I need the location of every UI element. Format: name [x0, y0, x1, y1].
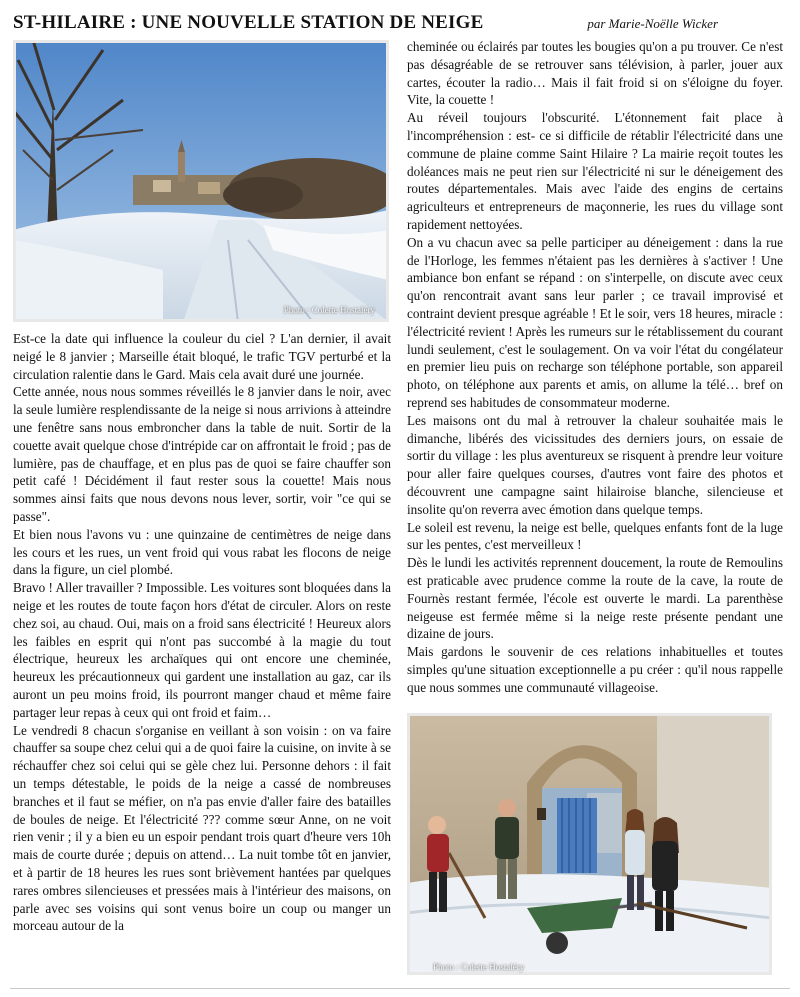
article-title: ST-HILAIRE : UNE NOUVELLE STATION DE NEIGE: [13, 12, 484, 33]
snow-shovelling-illustration: [407, 713, 772, 975]
paragraph: Mais gardons le souvenir de ces relations inhabituelles et toutes simples qu'une situation exceptionnelle a pu créer : qu'il nous rappelle que nous sommes une communauté villageoise.: [407, 644, 783, 695]
snow-shovelling-photo: [407, 713, 772, 975]
paragraph: Et bien nous l'avons vu : une quinzaine de centimètres de neige dans les cours et les rues, un vent froid qui vous rabat les flocons de neige dans la figure, un ciel plombé.: [13, 526, 391, 578]
paragraph: On a vu chacun avec sa pelle participer au déneigement : dans la rue de l'Horloge, les femmes n'étaient pas les dernières à s'activer ! Une ambiance bon enfant se répand : on s'interpelle, on discute avec ceux qu'on rencontrait avant sans leur parler ; ce travail improvisé et contraint devient presque agréable ! Et le soir, vers 18 heures, miracle : l'électricité revient ! Après les rumeurs sur le rétablissement du courant lundi seulement, c'est le soulagement. On va voir l'état du congélateur en premier lieu puis on recharge son téléphone portable, son appareil photo, on téléphone aux parents et amis, on allume la télé… bref on reprend ses habitudes de consommateur moderne.: [407, 234, 783, 410]
paragraph: Cette année, nous nous sommes réveillés le 8 janvier dans le noir, avec la seule lumière resplendissante de la neige si nous arrivions à atteindre une fenêtre sans nous embroncher dans la table de nuit. Sortir de la couette avait quelque chose d'intrépide car on affrontait le froid ; pas de lumière, pas de chauffage, et en plus pas de quoi se faire chauffer son petit café ! Décidément il faut rester sous la couette! Mais nous sommes ainsi faits que nous devons nous lever, sortir, voir "ce qui se passe".: [13, 384, 391, 524]
paragraph: Bravo ! Aller travailler ? Impossible. Les voitures sont bloquées dans la neige et les routes de toute façon hors d'état de circuler. Alors on reste chez soi, au chaud. Oui, mais on a froid sans électricité ! Heureux alors les faibles en esprit qui n'ont pas succombé à la magie du tout électrique, heureux les archaïques qui ont encore une cheminée, heureux les précautionneux qui gardent une installation au gaz, car ils auront un peu moins froid, ils pourront manger chaud et même faire partager leur repas à ceux qui ont froid et faim…: [13, 580, 391, 720]
text-column-right: [407, 38, 783, 696]
paragraph: Le vendredi 8 chacun s'organise en veillant à son voisin : on va faire chauffer sa soupe chez celui qui a de quoi faire la cuisine, on invite à se réchauffer chez soi celui qui se gèle chez lui. Personne dehors : il fait un temps détestable, le poids de la neige a cassé de nombreuses branches et il faut se méfier, on n'a pas envie d'aller faire des batailles de boules de neige. Et l'électricité ??? comme sœur Anne, on ne voit rien venir ; il y a bien eu un espoir pendant trois quart d'heure vers 10h mais de courte durée ; depuis on attend… La nuit tombe tôt en janvier, et à partir de 18 heures les rues sont brièvement hantées par quelques rares ombres silencieuses et pressées mais à l'intérieur des maisons, on parle avec ses voisins qui sont venus boire un coup ou manger un morceau autour de la: [13, 722, 391, 934]
top-photo-credit: Photo : Colette Hostaléry: [283, 305, 375, 315]
article-header: [13, 12, 788, 38]
paragraph: cheminée ou éclairés par toutes les bougies qu'on a pu trouver. Ce n'est pas désagréable de se retrouver sans télévision, à parler, jouer aux cartes, écouter la radio… Mais il fait froid si on s'éloigne du foyer. Vite, la couette !: [407, 39, 783, 108]
paragraph: Le soleil est revenu, la neige est belle, quelques enfants font de la luge sur les pentes, c'est merveilleux !: [407, 519, 783, 553]
article-byline: par Marie-Noëlle Wicker: [587, 16, 718, 31]
text-column-left: [13, 330, 391, 935]
bottom-divider: [10, 988, 790, 989]
snowy-road-illustration: [13, 40, 389, 322]
paragraph: Est-ce la date qui influence la couleur du ciel ? L'an dernier, il avait neigé le 8 janvier ; Marseille était bloqué, le trafic TGV perturbé et la circulation ralentie dans le Gard. Mais cela avait duré une journée.: [13, 331, 391, 382]
paragraph: Les maisons ont du mal à retrouver la chaleur souhaitée mais le dimanche, libérés des vicissitudes des derniers jours, on essaie de sortir du village : les plus aventureux se risquent à prendre leur voiture pour aller faire quelques courses, d'autres vont faire des photos et découvrent une campagne saint hilairoise blanche, silencieuse et insolite qu'on reverra avec émotion dans quelque temps.: [407, 412, 783, 517]
paragraph: Au réveil toujours l'obscurité. L'étonnement fait place à l'incompréhension : est- ce si difficile de rétablir l'électricité dans une commune de plaine comme Saint Hilaire ? La mairie reçoit toutes les doléances mais ne peut rien sur l'électricité ni sur le déneigement des routes départementales. Mais avec l'aide des engins de certains agriculteurs et entrepreneurs de maçonnerie, les rues du village sont rapidement nettoyées.: [407, 110, 783, 232]
snowy-road-photo: [13, 40, 389, 322]
paragraph: Dès le lundi les activités reprennent doucement, la route de Remoulins est praticable avec prudence comme la route de la cave, la route de Fournès restant fermée, l'école est ouverte le mardi. La parenthèse neigeuse est fermée même si la neige reste présente pendant une dizaine de jours.: [407, 555, 783, 642]
bottom-photo-credit: Photo : Colette Hostaléry: [433, 962, 525, 972]
